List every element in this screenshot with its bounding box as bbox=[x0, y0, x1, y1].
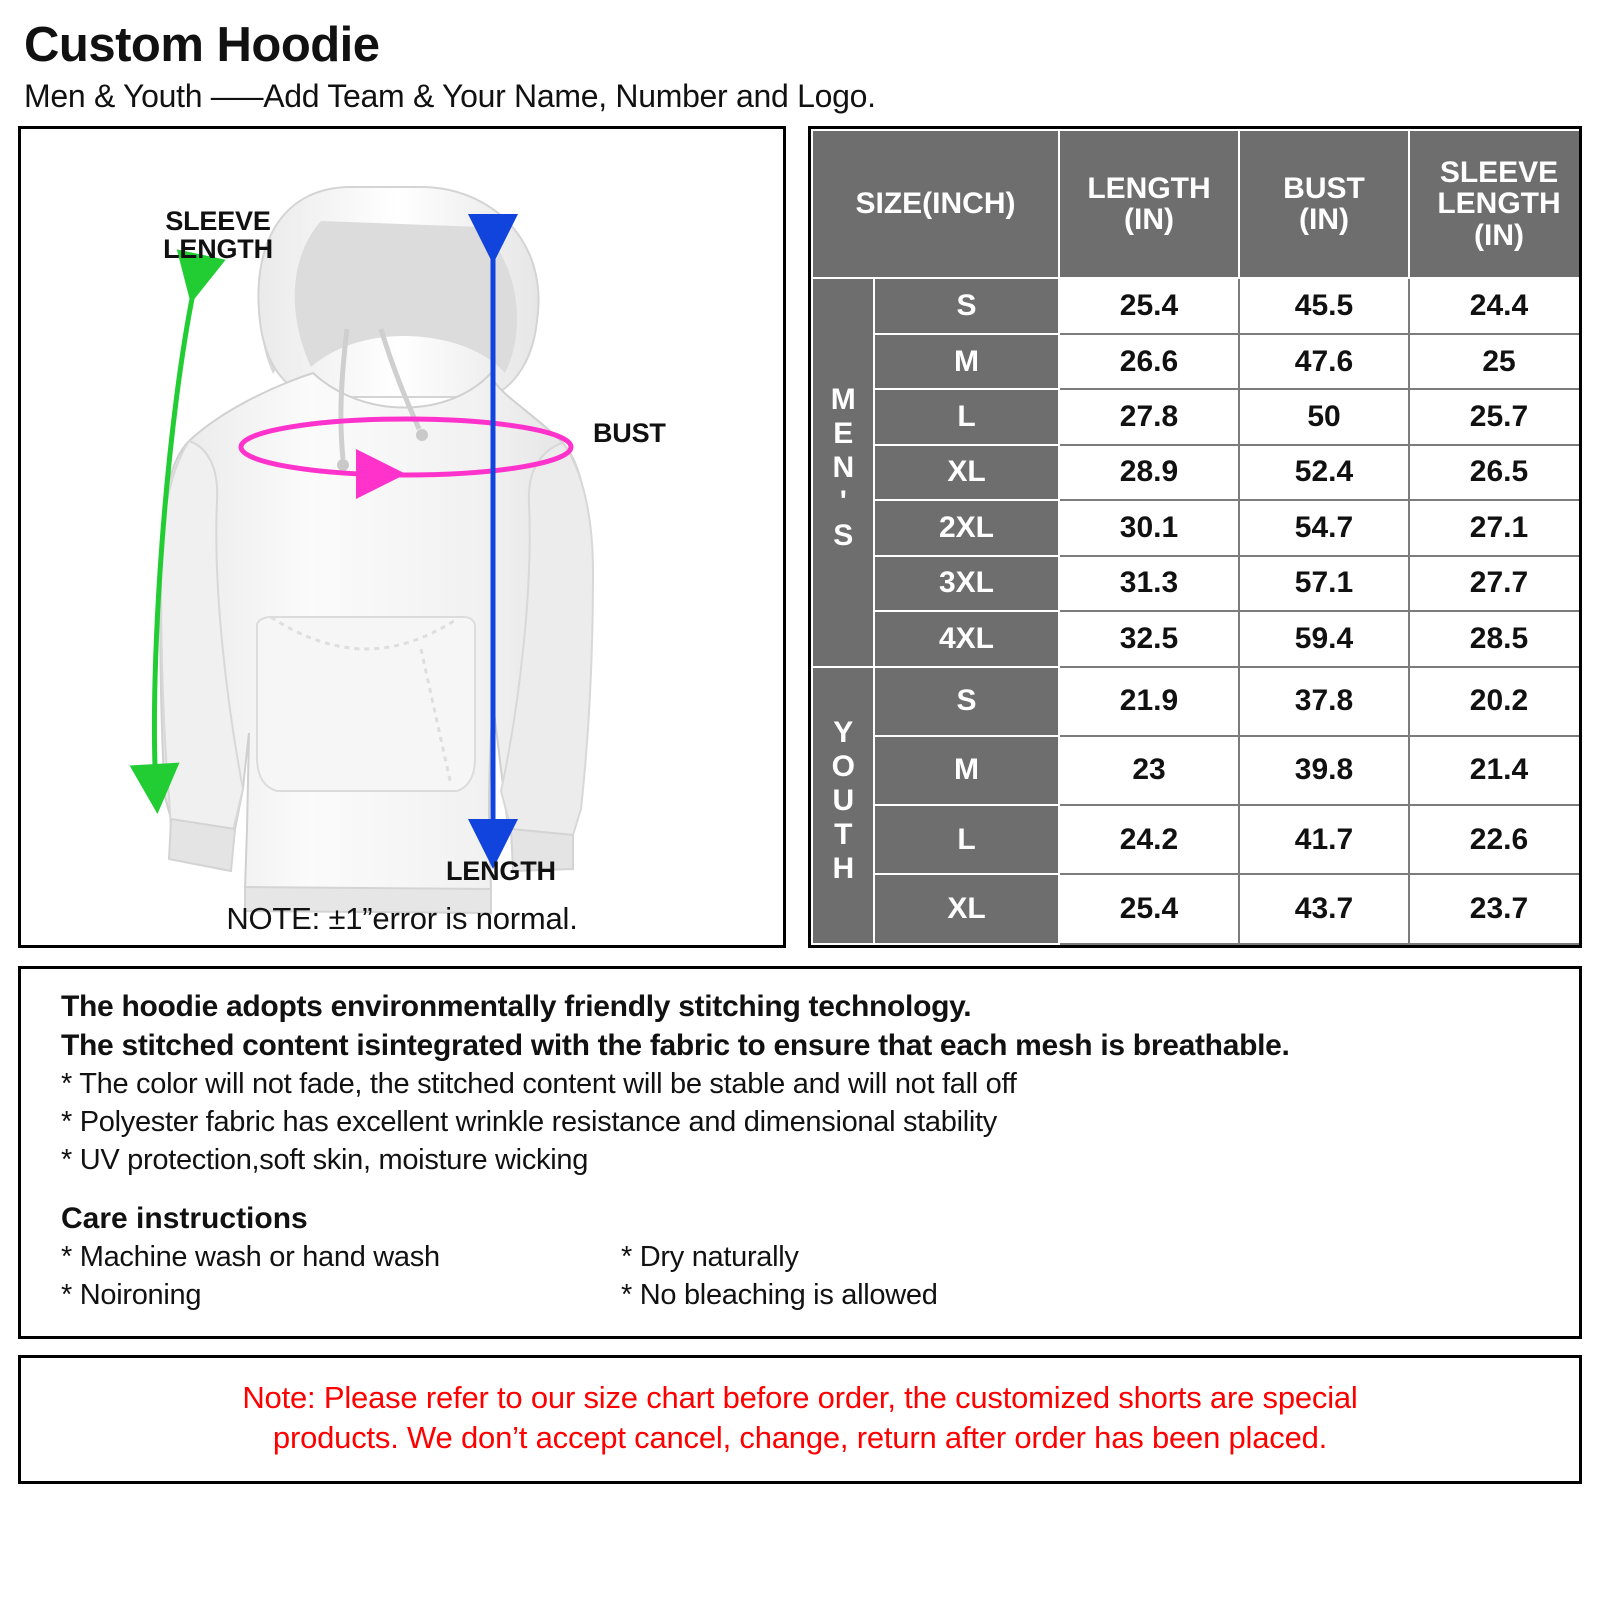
measurement-diagram bbox=[18, 126, 786, 948]
length-cell: 24.2 bbox=[1059, 805, 1239, 874]
header-bust-line2: (IN) bbox=[1299, 203, 1349, 237]
size-cell: L bbox=[874, 389, 1059, 444]
table-row bbox=[812, 874, 1582, 943]
order-note-line-1: Note: Please refer to our size chart before order, the customized shorts are special bbox=[242, 1380, 1358, 1416]
group-label-mens bbox=[812, 278, 874, 666]
header-sleeve-line2: LENGTH bbox=[1437, 187, 1561, 221]
sleeve-cell: 24.4 bbox=[1409, 278, 1582, 333]
header-length bbox=[1059, 130, 1239, 279]
sleeve-cell: 22.6 bbox=[1409, 805, 1582, 874]
sleeve-length-label-line1: SLEEVE bbox=[165, 205, 271, 236]
length-cell: 21.9 bbox=[1059, 667, 1239, 736]
length-cell: 30.1 bbox=[1059, 500, 1239, 555]
group-label-mens-text: MEN'S bbox=[826, 383, 860, 554]
group-label-youth-text: YOUTH bbox=[826, 716, 860, 887]
size-cell: 3XL bbox=[874, 556, 1059, 611]
table-row bbox=[812, 500, 1582, 555]
care-column-left bbox=[61, 1238, 621, 1315]
header-sleeve-line1: SLEEVE bbox=[1439, 155, 1559, 189]
hoodie-svg bbox=[21, 129, 783, 945]
bust-cell: 37.8 bbox=[1239, 667, 1409, 736]
info-line-1: The hoodie adopts environmentally friendly stitching technology. bbox=[61, 989, 972, 1023]
sleeve-cell: 23.7 bbox=[1409, 874, 1582, 943]
size-cell: XL bbox=[874, 445, 1059, 500]
size-cell: 4XL bbox=[874, 611, 1059, 666]
order-note-box bbox=[18, 1355, 1582, 1484]
info-line-2: The stitched content isintegrated with the fabric to ensure that each mesh is breathable. bbox=[61, 1028, 1290, 1062]
table-row bbox=[812, 736, 1582, 805]
header-size: SIZE(INCH) bbox=[812, 130, 1059, 279]
size-cell: XL bbox=[874, 874, 1059, 943]
sleeve-cell: 25 bbox=[1409, 334, 1582, 389]
sleeve-cell: 27.7 bbox=[1409, 556, 1582, 611]
length-cell: 32.5 bbox=[1059, 611, 1239, 666]
product-info-box bbox=[18, 966, 1582, 1339]
info-bullet-3: * UV protection,soft skin, moisture wicking bbox=[61, 1144, 589, 1177]
size-cell: M bbox=[874, 334, 1059, 389]
table-row bbox=[812, 667, 1582, 736]
page-subtitle: Men & Youth –––Add Team & Your Name, Number and Logo. bbox=[24, 78, 876, 115]
care-item-4: * No bleaching is allowed bbox=[621, 1278, 938, 1311]
length-cell: 28.9 bbox=[1059, 445, 1239, 500]
info-bullet-1: * The color will not fade, the stitched content will be stable and will not fall off bbox=[61, 1067, 1017, 1100]
header-sleeve-length bbox=[1409, 130, 1582, 279]
size-cell: 2XL bbox=[874, 500, 1059, 555]
care-item-1: * Machine wash or hand wash bbox=[61, 1240, 440, 1273]
table-row bbox=[812, 334, 1582, 389]
bust-cell: 59.4 bbox=[1239, 611, 1409, 666]
sleeve-cell: 27.1 bbox=[1409, 500, 1582, 555]
sleeve-length-label bbox=[143, 207, 293, 264]
sleeve-cell: 28.5 bbox=[1409, 611, 1582, 666]
bust-cell: 47.6 bbox=[1239, 334, 1409, 389]
header-bust bbox=[1239, 130, 1409, 279]
care-instructions-title: Care instructions bbox=[61, 1201, 308, 1235]
bust-cell: 57.1 bbox=[1239, 556, 1409, 611]
group-label-youth bbox=[812, 667, 874, 944]
table-row bbox=[812, 611, 1582, 666]
sleeve-cell: 25.7 bbox=[1409, 389, 1582, 444]
table-row bbox=[812, 389, 1582, 444]
size-cell: M bbox=[874, 736, 1059, 805]
order-note-line-2: products. We don’t accept cancel, change, return after order has been placed. bbox=[272, 1420, 1328, 1456]
table-header-row bbox=[812, 130, 1582, 279]
sleeve-length-label-line2: LENGTH bbox=[163, 234, 273, 265]
sleeve-cell: 20.2 bbox=[1409, 667, 1582, 736]
hoodie-illustration bbox=[21, 129, 783, 945]
table-row bbox=[812, 805, 1582, 874]
header-length-line2: (IN) bbox=[1124, 203, 1174, 237]
length-cell: 31.3 bbox=[1059, 556, 1239, 611]
sleeve-cell: 21.4 bbox=[1409, 736, 1582, 805]
size-cell: S bbox=[874, 278, 1059, 333]
top-row bbox=[18, 126, 1582, 948]
table-row bbox=[812, 556, 1582, 611]
length-cell: 26.6 bbox=[1059, 334, 1239, 389]
table-row bbox=[812, 445, 1582, 500]
bust-cell: 39.8 bbox=[1239, 736, 1409, 805]
header-length-line1: LENGTH bbox=[1087, 171, 1211, 205]
bust-cell: 52.4 bbox=[1239, 445, 1409, 500]
length-cell: 25.4 bbox=[1059, 278, 1239, 333]
care-item-2: * Dry naturally bbox=[621, 1240, 799, 1273]
size-cell: L bbox=[874, 805, 1059, 874]
bust-cell: 50 bbox=[1239, 389, 1409, 444]
length-cell: 27.8 bbox=[1059, 389, 1239, 444]
length-label: LENGTH bbox=[446, 855, 556, 886]
size-cell: S bbox=[874, 667, 1059, 736]
bust-cell: 54.7 bbox=[1239, 500, 1409, 555]
care-item-3: * Noironing bbox=[61, 1278, 202, 1311]
bust-cell: 41.7 bbox=[1239, 805, 1409, 874]
header-sleeve-line3: (IN) bbox=[1474, 218, 1524, 252]
length-cell: 25.4 bbox=[1059, 874, 1239, 943]
care-instructions-grid bbox=[61, 1238, 1539, 1315]
sleeve-cell: 26.5 bbox=[1409, 445, 1582, 500]
diagram-note: NOTE: ±1”error is normal. bbox=[226, 900, 578, 936]
info-bullet-2: * Polyester fabric has excellent wrinkle resistance and dimensional stability bbox=[61, 1106, 997, 1139]
size-table bbox=[808, 126, 1582, 948]
bust-cell: 43.7 bbox=[1239, 874, 1409, 943]
bust-label: BUST bbox=[593, 417, 666, 448]
care-column-right bbox=[621, 1238, 1539, 1315]
header-bust-line1: BUST bbox=[1283, 171, 1365, 205]
length-cell: 23 bbox=[1059, 736, 1239, 805]
bust-cell: 45.5 bbox=[1239, 278, 1409, 333]
table-row bbox=[812, 278, 1582, 333]
page-title: Custom Hoodie bbox=[24, 18, 380, 72]
